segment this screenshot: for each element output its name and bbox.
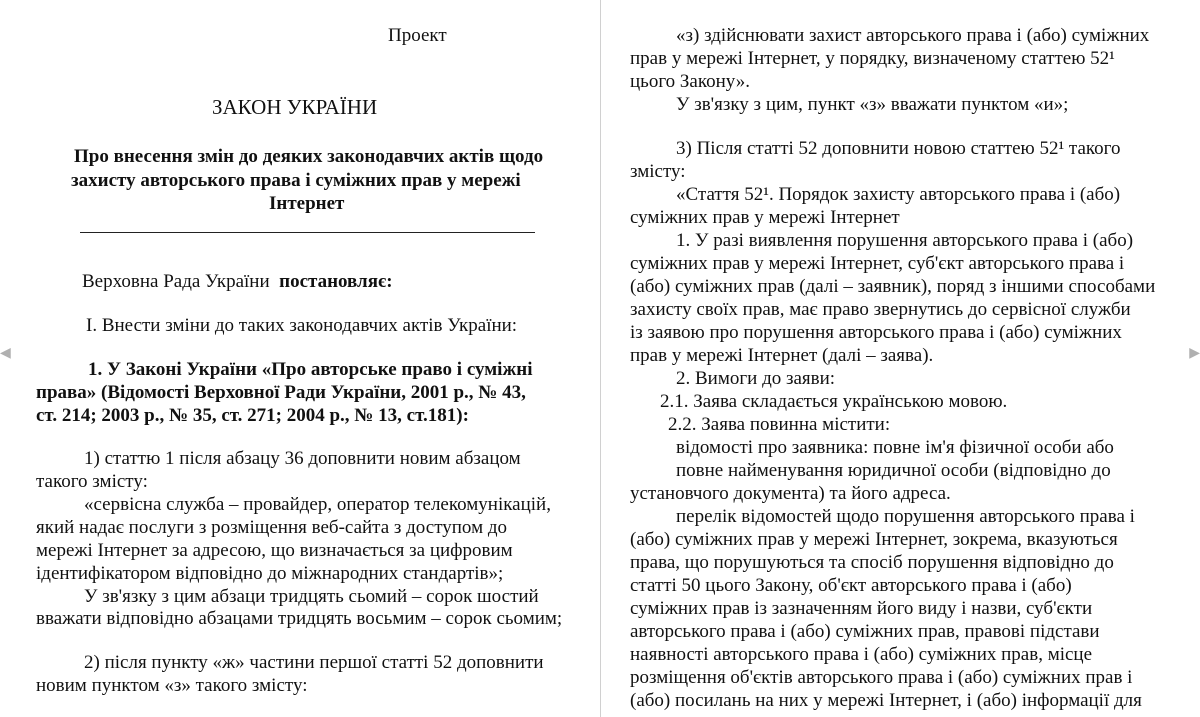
body-line: прав у мережі Інтернет (далі – заява). [630, 345, 934, 366]
body-line: змісту: [630, 161, 686, 182]
body-line: права, що порушуються та спосіб порушення відповідно до [630, 552, 1114, 573]
body-line: «Стаття 52¹. Порядок захисту авторського права і (або) [676, 184, 1121, 205]
para1-line: такого змісту: [36, 471, 148, 492]
next-page-arrow-icon[interactable]: ▶ [1189, 345, 1200, 361]
para1-line: У зв'язку з цим абзаци тридцять сьомий – сорок шостий [84, 586, 539, 607]
para2-line: новим пунктом «з» такого змісту: [36, 675, 308, 696]
project-label: Проект [388, 25, 447, 46]
body-line: статті 50 цього Закону, об'єкт авторського права і (або) [630, 575, 1072, 596]
para1-line: «сервісна служба – провайдер, оператор телекомунікацій, [84, 494, 551, 515]
body-line: (або) суміжних прав (далі – заявник), поряд з іншими способами [630, 276, 1156, 297]
body-line: суміжних прав у мережі Інтернет [630, 207, 900, 228]
body-line: із заявою про порушення авторського права і (або) суміжних [630, 322, 1122, 343]
body-line: прав у мережі Інтернет, у порядку, визначеному статтею 52¹ [630, 48, 1115, 69]
item1-line: 1. У Законі України «Про авторське право і суміжні [88, 359, 533, 380]
body-line: суміжних прав у мережі Інтернет, суб'єкт авторського права і [630, 253, 1125, 274]
body-line: авторського права і (або) суміжних прав, правові підстави [630, 621, 1100, 642]
prev-page-arrow-icon[interactable]: ◀ [0, 345, 11, 361]
body-line: розміщення об'єктів авторського права і (або) суміжних прав і [630, 667, 1133, 688]
body-line: У зв'язку з цим, пункт «з» вважати пунктом «и»; [676, 94, 1069, 115]
body-line: суміжних прав із зазначенням його виду і назви, суб'єкти [630, 598, 1093, 619]
para1-line: вважати відповідно абзацами тридцять восьмим – сорок сьомим; [36, 608, 563, 629]
preamble-text: Верховна Рада України [82, 271, 270, 292]
law-title: ЗАКОН УКРАЇНИ [212, 95, 378, 119]
preamble-decision: постановляє: [279, 271, 393, 292]
body-line: відомості про заявника: повне ім'я фізичної особи або [676, 437, 1114, 458]
subtitle-line: Інтернет [269, 193, 345, 214]
body-line: «з) здійснювати захист авторського права і (або) суміжних [676, 25, 1150, 46]
body-line: перелік відомостей щодо порушення авторського права і [676, 506, 1135, 527]
section-heading: І. Внести зміни до таких законодавчих актів України: [86, 315, 518, 336]
subtitle-line: захисту авторського права і суміжних прав у мережі [71, 170, 521, 191]
item1-line: ст. 214; 2003 р., № 35, ст. 271; 2004 р., № 13, ст.181): [36, 405, 469, 426]
body-line: 3) Після статті 52 доповнити новою статтею 52¹ такого [676, 138, 1121, 159]
subtitle-line: Про внесення змін до деяких законодавчих актів щодо [74, 146, 544, 167]
body-line: установчого документа) та його адреса. [630, 483, 951, 504]
page-divider [600, 0, 601, 717]
body-line: (або) суміжних прав у мережі Інтернет, зокрема, вказуються [630, 529, 1118, 550]
body-line: 2. Вимоги до заяви: [676, 368, 836, 389]
body-line: цього Закону». [630, 71, 751, 92]
body-line: (або) посилань на них у мережі Інтернет, і (або) інформації для [630, 690, 1142, 711]
body-line: захисту своїх прав, має право звернутись до сервісної служби [630, 299, 1131, 320]
para1-line: який надає послуги з розміщення веб-сайта з доступом до [36, 517, 508, 538]
body-line: 2.2. Заява повинна містити: [668, 414, 891, 435]
para1-line: мережі Інтернет за адресою, що визначається за цифровим [36, 540, 513, 561]
para1-line: 1) статтю 1 після абзацу 36 доповнити новим абзацом [84, 448, 521, 469]
body-line: 1. У разі виявлення порушення авторського права і (або) [676, 230, 1134, 251]
para1-line: ідентифікатором відповідно до міжнародних стандартів»; [36, 563, 504, 584]
body-line: повне найменування юридичної особи (відповідно до [676, 460, 1111, 481]
item1-line: права» (Відомості Верховної Ради України, 2001 р., № 43, [36, 382, 526, 403]
para2-line: 2) після пункту «ж» частини першої статті 52 доповнити [84, 652, 544, 673]
title-rule [80, 232, 535, 233]
body-line: наявності авторського права і (або) суміжних прав, місце [630, 644, 1093, 665]
preamble [82, 271, 393, 293]
body-line: 2.1. Заява складається українською мовою. [660, 391, 1008, 412]
